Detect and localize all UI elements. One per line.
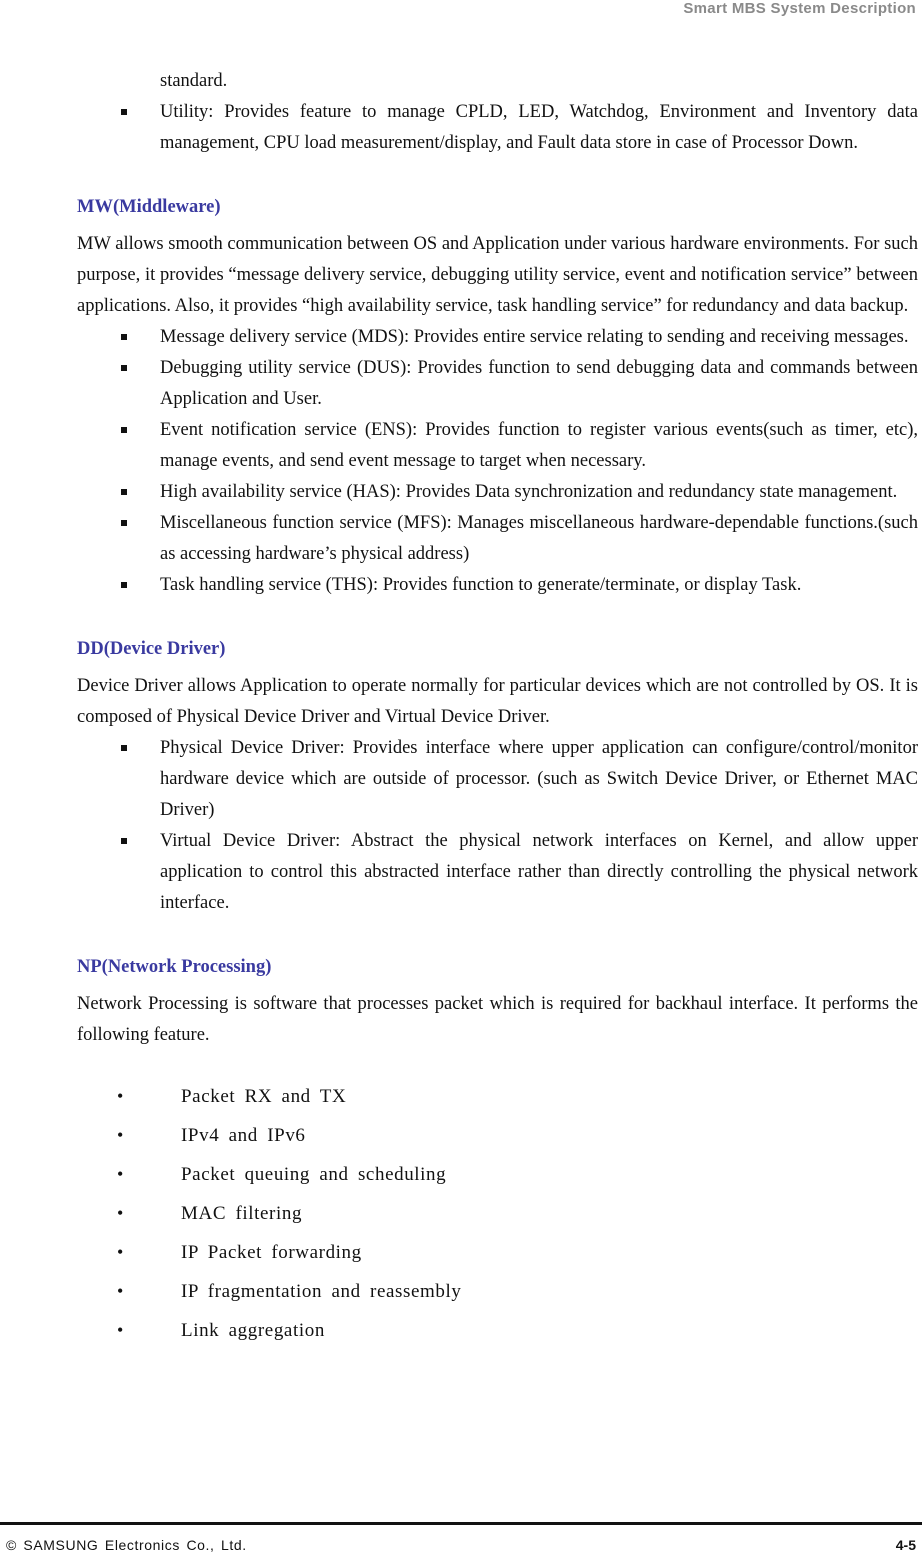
- list-item: • Packet queuing and scheduling: [117, 1164, 447, 1185]
- mw-bullet-mfs: [77, 508, 918, 570]
- list-item: • MAC filtering: [117, 1203, 303, 1224]
- section-heading-dd: DD(Device Driver): [77, 639, 226, 659]
- square-bullet-icon: [121, 427, 127, 433]
- bullet-text: High availability service (HAS): Provides Data synchronization and redundancy state management.: [160, 482, 898, 502]
- bullet-text: Task handling service (THS): Provides function to generate/terminate, or display Task.: [160, 575, 802, 595]
- square-bullet-icon: [121, 489, 127, 495]
- list-item: • IPv4 and IPv6: [117, 1125, 306, 1146]
- running-header: Smart MBS System Description: [683, 0, 916, 17]
- dd-paragraph: Device Driver allows Application to operate normally for particular devices which are not controlled by OS. It is composed of Physical Device Driver and Virtual Device Driver.: [77, 676, 918, 727]
- bullet-text: Message delivery service (MDS): Provides entire service relating to sending and receiving messages.: [160, 327, 909, 347]
- continuation-text: standard.: [160, 71, 228, 91]
- list-item: • Link aggregation: [117, 1320, 325, 1341]
- round-bullet-icon: •: [117, 1281, 124, 1301]
- mw-bullet-dus: [77, 353, 918, 415]
- round-bullet-icon: •: [117, 1242, 124, 1262]
- square-bullet-icon: [121, 109, 127, 115]
- round-bullet-icon: •: [117, 1125, 124, 1145]
- square-bullet-icon: [121, 838, 127, 844]
- square-bullet-icon: [121, 334, 127, 340]
- list-item: • IP fragmentation and reassembly: [117, 1281, 462, 1302]
- page-body: [77, 66, 918, 1357]
- round-bullet-icon: •: [117, 1320, 124, 1340]
- utility-bullet: [77, 97, 918, 159]
- square-bullet-icon: [121, 582, 127, 588]
- np-paragraph: Network Processing is software that processes packet which is required for backhaul interface. It performs the following feature.: [77, 994, 918, 1045]
- bullet-text: Event notification service (ENS): Provides function to register various events(such as timer, etc), manage events, and send event message to target when necessary.: [160, 420, 918, 471]
- list-item: • IP Packet forwarding: [117, 1242, 362, 1263]
- list-item: • Packet RX and TX: [117, 1086, 347, 1107]
- mw-bullet-has: [77, 477, 918, 508]
- mw-bullet-ens: [77, 415, 918, 477]
- footer-copyright: © SAMSUNG Electronics Co., Ltd.: [6, 1537, 247, 1553]
- round-bullet-icon: •: [117, 1086, 124, 1106]
- bullet-text: Virtual Device Driver: Abstract the physical network interfaces on Kernel, and allow upper application to control this abstracted interface rather than directly controlling the physical network interface.: [160, 831, 918, 913]
- round-bullet-icon: •: [117, 1203, 124, 1223]
- bullet-text: Utility: Provides feature to manage CPLD, LED, Watchdog, Environment and Inventory data management, CPU load measurement/display, and Fault data store in case of Processor Down.: [160, 102, 918, 153]
- footer-divider: [0, 1522, 922, 1525]
- square-bullet-icon: [121, 745, 127, 751]
- round-bullet-icon: •: [117, 1164, 124, 1184]
- dd-bullet-physical: [77, 733, 918, 826]
- mw-paragraph: MW allows smooth communication between OS and Application under various hardware environments. For such purpose, it provides “message delivery service, debugging utility service, event and notification service” between applications. Also, it provides “high availability service, task handling service” for redundancy and data backup.: [77, 234, 918, 316]
- np-feature-list: [77, 1084, 918, 1357]
- mw-bullet-ths: [77, 570, 918, 601]
- dd-bullet-virtual: [77, 826, 918, 919]
- bullet-text: Physical Device Driver: Provides interface where upper application can configure/control/monitor hardware device which are outside of processor. (such as Switch Device Driver, or Ethernet MAC Driver): [160, 738, 918, 820]
- square-bullet-icon: [121, 365, 127, 371]
- section-heading-mw: MW(Middleware): [77, 197, 221, 217]
- square-bullet-icon: [121, 520, 127, 526]
- bullet-text: Miscellaneous function service (MFS): Manages miscellaneous hardware-dependable functions.(such as accessing hardware’s physical address): [160, 513, 918, 564]
- bullet-text: Debugging utility service (DUS): Provides function to send debugging data and commands between Application and User.: [160, 358, 918, 409]
- page-number: 4-5: [895, 1537, 916, 1553]
- mw-bullet-mds: [77, 322, 918, 353]
- section-heading-np: NP(Network Processing): [77, 957, 272, 977]
